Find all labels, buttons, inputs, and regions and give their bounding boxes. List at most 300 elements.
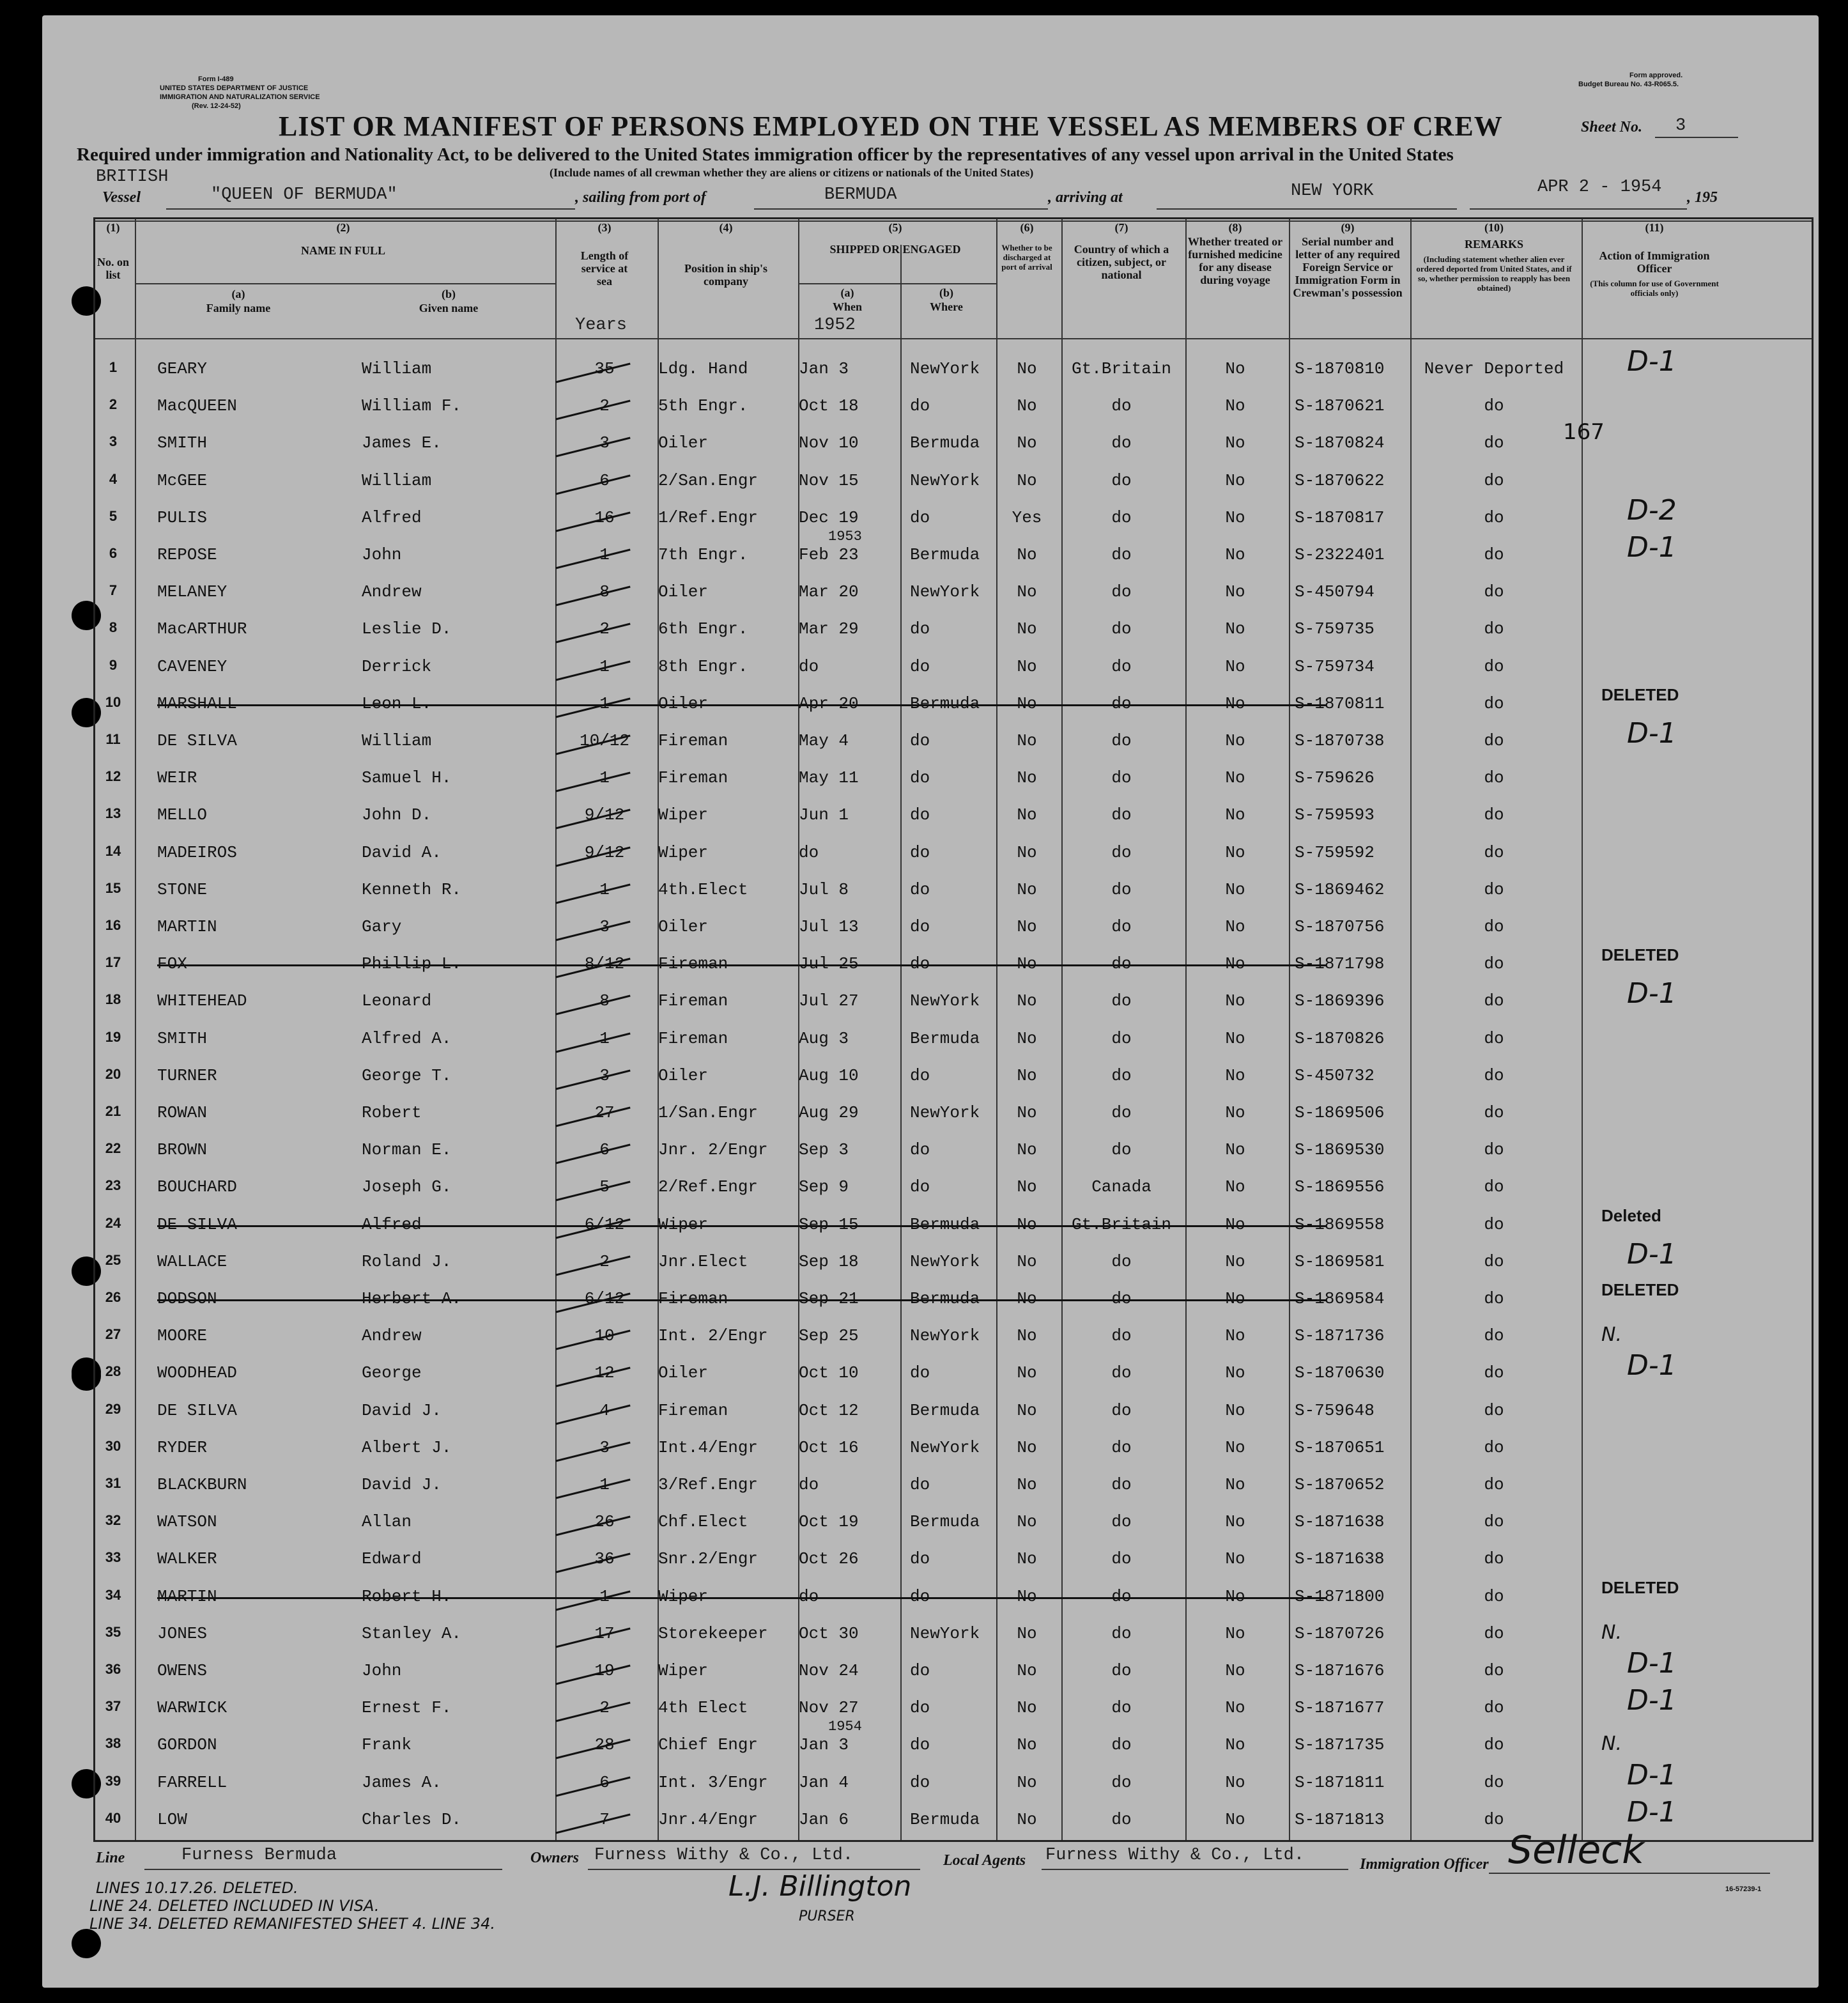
cell-len: 26 bbox=[594, 1512, 615, 1532]
table-row bbox=[93, 1647, 1813, 1689]
cell-country: do bbox=[1111, 1400, 1132, 1420]
col-where: Where bbox=[930, 300, 963, 313]
table-row bbox=[93, 1684, 1813, 1726]
cell-when: Sep 25 bbox=[799, 1326, 859, 1346]
cell-family: MARSHALL bbox=[157, 693, 237, 713]
cell-where: do bbox=[910, 1661, 930, 1680]
cell-when: Sep 21 bbox=[799, 1289, 859, 1308]
cell-family: JONES bbox=[157, 1623, 208, 1643]
cell-country: do bbox=[1111, 1065, 1132, 1085]
cell-given: James A. bbox=[362, 1772, 442, 1792]
cell-family: BOUCHARD bbox=[157, 1177, 237, 1197]
arriving-port: NEW YORK bbox=[1291, 182, 1374, 201]
cell-disch: No bbox=[1017, 470, 1037, 490]
cell-when: Oct 16 bbox=[799, 1437, 859, 1457]
cell-len: 3 bbox=[599, 1065, 610, 1085]
cell-serial: S-1871798 bbox=[1295, 954, 1385, 974]
cell-given: John D. bbox=[362, 805, 432, 825]
cell-pos: Chf.Elect bbox=[658, 1512, 748, 1532]
officer-label: Immigration Officer bbox=[1360, 1856, 1489, 1873]
cell-med: No bbox=[1225, 693, 1245, 713]
cell-given: Alfred bbox=[362, 507, 422, 527]
cell-pos: Wiper bbox=[658, 1586, 709, 1606]
action-mark: D-1 bbox=[1627, 1349, 1677, 1382]
cell-med: No bbox=[1225, 1475, 1245, 1494]
cell-when: do bbox=[799, 656, 819, 676]
strike-line bbox=[157, 1299, 1327, 1301]
cell-when: Nov 10 bbox=[799, 433, 859, 453]
purser-signature: L.J. Billington bbox=[728, 1870, 912, 1903]
cell-disch: No bbox=[1017, 1177, 1037, 1197]
table-row bbox=[93, 1349, 1813, 1391]
cell-disch: No bbox=[1017, 656, 1037, 676]
cell-country: do bbox=[1111, 1103, 1132, 1122]
cell-family: WATSON bbox=[157, 1512, 217, 1532]
cell-when: Aug 10 bbox=[799, 1065, 859, 1085]
cell-remarks: do bbox=[1484, 507, 1504, 527]
cell-serial: S-1870621 bbox=[1295, 396, 1385, 416]
cell-serial: S-1869396 bbox=[1295, 991, 1385, 1011]
cell-med: No bbox=[1225, 1140, 1245, 1160]
cell-pos: 3/Ref.Engr bbox=[658, 1475, 758, 1494]
cell-no: 33 bbox=[105, 1549, 121, 1566]
cell-disch: No bbox=[1017, 991, 1037, 1011]
cell-pos: Wiper bbox=[658, 1214, 709, 1234]
cell-med: No bbox=[1225, 1103, 1245, 1122]
col-remarks-note: (Including statement whether alien ever ordered deported from United States, and if so, whether permission to reapply has been obtained) bbox=[1416, 254, 1572, 293]
nationality: BRITISH bbox=[96, 167, 169, 187]
cell-len: 7 bbox=[599, 1809, 610, 1829]
cell-given: Leonard bbox=[362, 991, 432, 1011]
page-subtitle: Required under immigration and Nationality Act, to be delivered to the United States immigration officer by the representatives of any vessel upon arrival in the United States bbox=[77, 144, 1454, 165]
cell-disch: No bbox=[1017, 805, 1037, 825]
cell-given: John bbox=[362, 1661, 402, 1680]
cell-no: 3 bbox=[109, 433, 118, 450]
cell-serial: S-1870824 bbox=[1295, 433, 1385, 453]
cell-med: No bbox=[1225, 1735, 1245, 1755]
table-row bbox=[93, 1758, 1813, 1801]
cell-country: Gt.Britain bbox=[1071, 359, 1172, 378]
cell-len: 1 bbox=[599, 768, 610, 788]
cell-no: 39 bbox=[105, 1772, 121, 1789]
cell-when: Nov 15 bbox=[799, 470, 859, 490]
cell-serial: S-1870811 bbox=[1295, 693, 1385, 713]
cell-serial: S-1870756 bbox=[1295, 917, 1385, 936]
cell-disch: No bbox=[1017, 1475, 1037, 1494]
cell-no: 17 bbox=[105, 954, 121, 971]
cell-pos: Jnr.4/Engr bbox=[658, 1809, 758, 1829]
cell-when: May 11 bbox=[799, 768, 859, 788]
cell-no: 20 bbox=[105, 1065, 121, 1082]
table-row bbox=[93, 871, 1813, 908]
cell-med: No bbox=[1225, 954, 1245, 974]
col-country-num: (7) bbox=[1114, 221, 1128, 234]
cell-len: 1 bbox=[599, 1028, 610, 1048]
cell-no: 37 bbox=[105, 1698, 121, 1715]
cell-serial: S-1870651 bbox=[1295, 1437, 1385, 1457]
cell-len: 16 bbox=[594, 507, 615, 527]
cell-med: No bbox=[1225, 1661, 1245, 1680]
cell-where: Bermuda bbox=[910, 1400, 980, 1420]
cell-where: do bbox=[910, 507, 930, 527]
cell-med: No bbox=[1225, 1437, 1245, 1457]
cell-when: Jan 3 bbox=[799, 359, 849, 378]
action-mark: D-2 bbox=[1627, 493, 1677, 527]
cell-serial: S-1871813 bbox=[1295, 1809, 1385, 1829]
table-row bbox=[93, 1466, 1813, 1503]
cell-no: 19 bbox=[105, 1028, 121, 1045]
cell-pos: Fireman bbox=[658, 1289, 728, 1308]
cell-len: 19 bbox=[594, 1661, 615, 1680]
cell-given: David J. bbox=[362, 1475, 442, 1494]
cell-given: Leon L. bbox=[362, 693, 432, 713]
cell-given: Andrew bbox=[362, 1326, 422, 1346]
strike-line bbox=[157, 1225, 1327, 1227]
cell-where: do bbox=[910, 805, 930, 825]
cell-when: do bbox=[799, 1586, 819, 1606]
cell-serial: S-1870817 bbox=[1295, 507, 1385, 527]
cell-family: MELANEY bbox=[157, 582, 227, 602]
cell-given: Derrick bbox=[362, 656, 432, 676]
cell-med: No bbox=[1225, 842, 1245, 862]
deleted-stamp: DELETED bbox=[1601, 1577, 1679, 1597]
cell-pos: 2/San.Engr bbox=[658, 470, 758, 490]
cell-len: 6/12 bbox=[584, 1289, 625, 1308]
cell-serial: S-1871677 bbox=[1295, 1698, 1385, 1718]
cell-len: 1 bbox=[599, 1586, 610, 1606]
table-row bbox=[93, 493, 1813, 536]
col-medicine: Whether treated or furnished medicine for any disease during voyage bbox=[1187, 235, 1283, 286]
table-row bbox=[93, 1578, 1813, 1615]
cell-remarks: do bbox=[1484, 693, 1504, 713]
cell-family: McGEE bbox=[157, 470, 208, 490]
cell-pos: Storekeeper bbox=[658, 1623, 768, 1643]
col-position-num: (4) bbox=[719, 221, 733, 234]
cell-country: do bbox=[1111, 396, 1132, 416]
cell-pos: Oiler bbox=[658, 582, 709, 602]
cell-pos: Wiper bbox=[658, 1661, 709, 1680]
sailing-port: BERMUDA bbox=[824, 185, 897, 205]
cell-where: do bbox=[910, 396, 930, 416]
col-length: Length of service at sea bbox=[580, 249, 629, 288]
cell-when: Sep 18 bbox=[799, 1251, 859, 1271]
cell-pos: 1/Ref.Engr bbox=[658, 507, 758, 527]
cell-disch: No bbox=[1017, 1437, 1037, 1457]
cell-len: 8/12 bbox=[584, 954, 625, 974]
cell-med: No bbox=[1225, 507, 1245, 527]
cell-med: No bbox=[1225, 805, 1245, 825]
col-shipped-num: (5) bbox=[888, 221, 902, 234]
cell-len: 6/12 bbox=[584, 1214, 625, 1234]
table-row bbox=[93, 1540, 1813, 1577]
cell-serial: S-450732 bbox=[1295, 1065, 1374, 1085]
cell-family: WARWICK bbox=[157, 1698, 227, 1718]
table-row bbox=[93, 1168, 1813, 1205]
cell-given: Roland J. bbox=[362, 1251, 452, 1271]
cell-family: MacQUEEN bbox=[157, 396, 237, 416]
cell-when: Feb 23 bbox=[799, 545, 859, 564]
cell-no: 15 bbox=[105, 879, 121, 896]
cell-serial: S-759648 bbox=[1295, 1400, 1374, 1420]
cell-len: 12 bbox=[594, 1363, 615, 1383]
cell-len: 1 bbox=[599, 1475, 610, 1494]
cell-where: do bbox=[910, 842, 930, 862]
cell-given: Robert H. bbox=[362, 1586, 452, 1606]
col-given-num: (b) bbox=[442, 288, 456, 300]
cell-remarks: do bbox=[1484, 842, 1504, 862]
cell-remarks: do bbox=[1484, 1437, 1504, 1457]
revision: (Rev. 12-24-52) bbox=[192, 102, 241, 110]
col-serial-num: (9) bbox=[1341, 221, 1355, 234]
cell-given: Stanley A. bbox=[362, 1623, 462, 1643]
cell-where: NewYork bbox=[910, 1103, 980, 1122]
cell-len: 35 bbox=[594, 359, 615, 378]
cell-pos: Oiler bbox=[658, 1065, 709, 1085]
department: UNITED STATES DEPARTMENT OF JUSTICE bbox=[160, 84, 309, 92]
cell-pos: 8th Engr. bbox=[658, 656, 748, 676]
cell-country: do bbox=[1111, 1140, 1132, 1160]
cell-remarks: do bbox=[1484, 1735, 1504, 1755]
table-row bbox=[93, 717, 1813, 759]
action-mark: D-1 bbox=[1627, 1647, 1677, 1680]
cell-serial: S-1870826 bbox=[1295, 1028, 1385, 1048]
cell-when: Jul 25 bbox=[799, 954, 859, 974]
cell-country: do bbox=[1111, 619, 1132, 639]
cell-disch: No bbox=[1017, 1140, 1037, 1160]
cell-remarks: do bbox=[1484, 470, 1504, 490]
action-mark: D-1 bbox=[1627, 1237, 1677, 1271]
cell-when: Nov 27 bbox=[799, 1698, 859, 1718]
cell-where: Bermuda bbox=[910, 1214, 980, 1234]
cell-med: No bbox=[1225, 1698, 1245, 1718]
cell-med: No bbox=[1225, 619, 1245, 639]
cell-no: 6 bbox=[109, 545, 118, 561]
cell-disch: No bbox=[1017, 582, 1037, 602]
cell-remarks: do bbox=[1484, 1140, 1504, 1160]
table-row bbox=[93, 573, 1813, 610]
cell-given: Ernest F. bbox=[362, 1698, 452, 1718]
cell-remarks: do bbox=[1484, 656, 1504, 676]
cell-no: 36 bbox=[105, 1661, 121, 1677]
cell-given: Phillip L. bbox=[362, 954, 462, 974]
cell-pos: Wiper bbox=[658, 842, 709, 862]
cell-serial: S-759734 bbox=[1295, 656, 1374, 676]
cell-no: 26 bbox=[105, 1289, 121, 1305]
cell-len: 8 bbox=[599, 991, 610, 1011]
col-remarks-num: (10) bbox=[1484, 221, 1504, 234]
cell-med: No bbox=[1225, 545, 1245, 564]
cell-disch: No bbox=[1017, 433, 1037, 453]
vessel-label: Vessel bbox=[102, 189, 141, 206]
cell-country: do bbox=[1111, 1698, 1132, 1718]
owners-label: Owners bbox=[530, 1850, 580, 1866]
cell-family: MacARTHUR bbox=[157, 619, 247, 639]
cell-given: Alfred bbox=[362, 1214, 422, 1234]
cell-country: do bbox=[1111, 1623, 1132, 1643]
cell-no: 12 bbox=[105, 768, 121, 785]
cell-remarks: do bbox=[1484, 731, 1504, 750]
cell-family: DE SILVA bbox=[157, 731, 237, 750]
cell-country: do bbox=[1111, 879, 1132, 899]
cell-len: 1 bbox=[599, 693, 610, 713]
cell-pos: Fireman bbox=[658, 954, 728, 974]
col-shipped: SHIPPED OR ENGAGED bbox=[829, 243, 961, 256]
cell-when: Jul 27 bbox=[799, 991, 859, 1011]
cell-serial: S-1871638 bbox=[1295, 1549, 1385, 1569]
cell-where: NewYork bbox=[910, 991, 980, 1011]
cell-family: ROWAN bbox=[157, 1103, 208, 1122]
cell-family: FARRELL bbox=[157, 1772, 227, 1792]
col-country: Country of which a citizen, subject, or national bbox=[1074, 243, 1169, 281]
cell-pos: Fireman bbox=[658, 1028, 728, 1048]
cell-family: MADEIROS bbox=[157, 842, 237, 862]
cell-len: 10/12 bbox=[579, 731, 629, 750]
cell-disch: No bbox=[1017, 954, 1037, 974]
cell-no: 10 bbox=[105, 693, 121, 710]
cell-remarks: do bbox=[1484, 1289, 1504, 1308]
cell-med: No bbox=[1225, 433, 1245, 453]
years-label: Years bbox=[575, 316, 628, 335]
cell-serial: S-759592 bbox=[1295, 842, 1374, 862]
cell-remarks: do bbox=[1484, 1512, 1504, 1532]
cell-disch: No bbox=[1017, 1512, 1037, 1532]
cell-no: 4 bbox=[109, 470, 118, 487]
cell-when: Mar 20 bbox=[799, 582, 859, 602]
sailing-label: , sailing from port of bbox=[575, 189, 706, 206]
cell-remarks: do bbox=[1484, 1809, 1504, 1829]
cell-disch: No bbox=[1017, 842, 1037, 862]
cell-when: Oct 30 bbox=[799, 1623, 859, 1643]
table-row bbox=[93, 1131, 1813, 1168]
year-note: 1954 bbox=[828, 1719, 862, 1735]
cell-disch: No bbox=[1017, 917, 1037, 936]
col-family-num: (a) bbox=[231, 288, 245, 300]
table-row bbox=[93, 345, 1813, 387]
cell-when: Sep 15 bbox=[799, 1214, 859, 1234]
cell-disch: No bbox=[1017, 731, 1037, 750]
cell-given: John bbox=[362, 545, 402, 564]
cell-serial: S-759593 bbox=[1295, 805, 1374, 825]
cell-pos: Fireman bbox=[658, 991, 728, 1011]
cell-len: 9/12 bbox=[584, 805, 625, 825]
punch-hole bbox=[72, 1929, 101, 1958]
cell-len: 2 bbox=[599, 1698, 610, 1718]
cell-when: Aug 29 bbox=[799, 1103, 859, 1122]
col-action: Action of Immigration Officer bbox=[1599, 249, 1710, 275]
cell-given: Norman E. bbox=[362, 1140, 452, 1160]
cell-country: do bbox=[1111, 656, 1132, 676]
cell-where: Bermuda bbox=[910, 693, 980, 713]
cell-no: 13 bbox=[105, 805, 121, 822]
cell-where: Bermuda bbox=[910, 433, 980, 453]
cell-len: 17 bbox=[594, 1623, 615, 1643]
cell-pos: Chief Engr bbox=[658, 1735, 758, 1755]
cell-remarks: do bbox=[1484, 1065, 1504, 1085]
cell-when: Nov 24 bbox=[799, 1661, 859, 1680]
cell-country: do bbox=[1111, 805, 1132, 825]
cell-no: 34 bbox=[105, 1586, 121, 1603]
cell-given: David J. bbox=[362, 1400, 442, 1420]
cell-family: STONE bbox=[157, 879, 208, 899]
cell-no: 14 bbox=[105, 842, 121, 859]
col-when: When bbox=[832, 300, 862, 313]
year-suffix: , 195 bbox=[1687, 189, 1718, 206]
cell-no: 35 bbox=[105, 1623, 121, 1640]
col-no: No. on list bbox=[96, 256, 129, 281]
table-row bbox=[93, 685, 1813, 722]
cell-med: No bbox=[1225, 768, 1245, 788]
cell-no: 11 bbox=[105, 731, 121, 747]
strike-line bbox=[157, 1597, 1327, 1599]
cell-country: do bbox=[1111, 731, 1132, 750]
cell-country: do bbox=[1111, 917, 1132, 936]
cell-when: Oct 10 bbox=[799, 1363, 859, 1383]
note-line3: LINE 34. DELETED REMANIFESTED SHEET 4. LINE 34. bbox=[89, 1915, 496, 1933]
col-family: Family name bbox=[206, 302, 271, 314]
cell-given: Gary bbox=[362, 917, 402, 936]
cell-disch: Yes bbox=[1012, 507, 1042, 527]
cell-remarks: do bbox=[1484, 1103, 1504, 1122]
cell-given: Kenneth R. bbox=[362, 879, 462, 899]
cell-family: DE SILVA bbox=[157, 1400, 237, 1420]
cell-family: MARTIN bbox=[157, 1586, 217, 1606]
cell-remarks: do bbox=[1484, 619, 1504, 639]
cell-country: do bbox=[1111, 545, 1132, 564]
cell-remarks: do bbox=[1484, 1363, 1504, 1383]
cell-remarks: do bbox=[1484, 1661, 1504, 1680]
vessel-name: "QUEEN OF BERMUDA" bbox=[211, 185, 397, 205]
cell-len: 9/12 bbox=[584, 842, 625, 862]
cell-no: 22 bbox=[105, 1140, 121, 1157]
cell-family: OWENS bbox=[157, 1661, 208, 1680]
cell-disch: No bbox=[1017, 879, 1037, 899]
cell-pos: Int.4/Engr bbox=[658, 1437, 758, 1457]
cell-given: Albert J. bbox=[362, 1437, 452, 1457]
cell-len: 3 bbox=[599, 1437, 610, 1457]
arrival-date: APR 2 - 1954 bbox=[1537, 178, 1662, 197]
cell-remarks: do bbox=[1484, 545, 1504, 564]
cell-disch: No bbox=[1017, 1735, 1037, 1755]
cell-family: GEARY bbox=[157, 359, 208, 378]
cell-disch: No bbox=[1017, 1772, 1037, 1792]
cell-no: 18 bbox=[105, 991, 121, 1008]
cell-remarks: do bbox=[1484, 1251, 1504, 1271]
cell-disch: No bbox=[1017, 1400, 1037, 1420]
cell-med: No bbox=[1225, 470, 1245, 490]
cell-len: 2 bbox=[599, 619, 610, 639]
cell-where: do bbox=[910, 1475, 930, 1494]
arriving-label: , arriving at bbox=[1048, 189, 1123, 206]
cell-when: do bbox=[799, 842, 819, 862]
agents-label: Local Agents bbox=[943, 1852, 1026, 1869]
officer-signature: Selleck bbox=[1508, 1828, 1644, 1873]
cell-where: do bbox=[910, 1735, 930, 1755]
cell-where: do bbox=[910, 656, 930, 676]
cell-given: Herbert A. bbox=[362, 1289, 462, 1308]
cell-no: 8 bbox=[109, 619, 118, 636]
cell-serial: S-1871800 bbox=[1295, 1586, 1385, 1606]
cell-country: do bbox=[1111, 1251, 1132, 1271]
table-row bbox=[93, 1615, 1813, 1652]
cell-no: 21 bbox=[105, 1103, 121, 1119]
cell-len: 2 bbox=[599, 1251, 610, 1271]
cell-family: RYDER bbox=[157, 1437, 208, 1457]
table-row bbox=[93, 1057, 1813, 1094]
col-length-num: (3) bbox=[597, 221, 612, 234]
budget-bureau: Budget Bureau No. 43-R065.5. bbox=[1578, 81, 1679, 88]
year-1952: 1952 bbox=[814, 316, 856, 335]
table-row bbox=[93, 1392, 1813, 1429]
